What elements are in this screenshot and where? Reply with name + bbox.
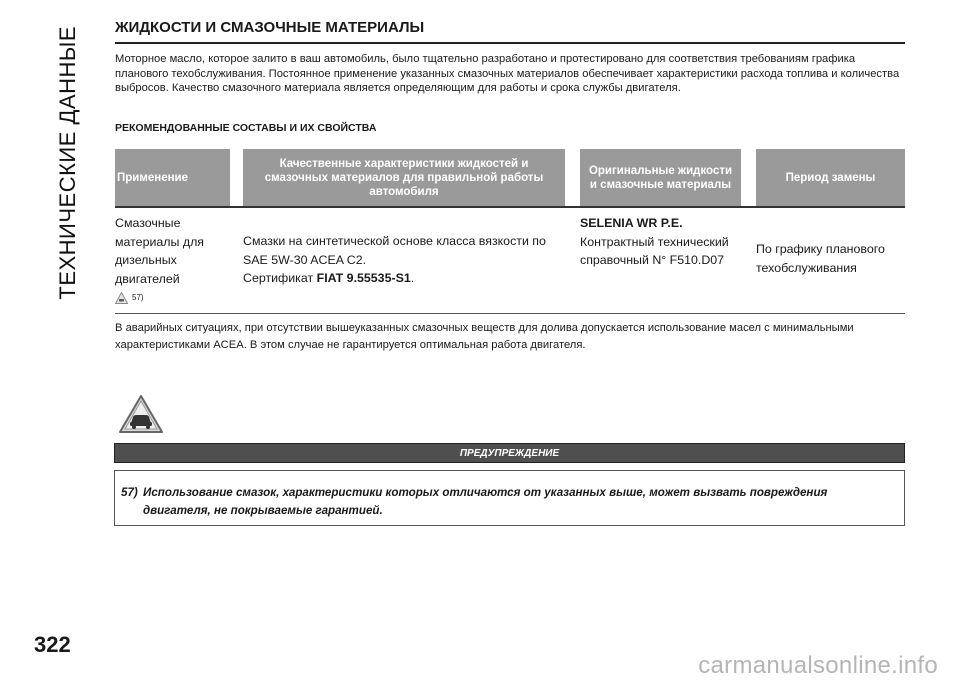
car-warning-small-icon bbox=[115, 292, 128, 304]
spec-text: Смазки на синтетической основе класса вязкости по SAE 5W-30 ACEA C2. bbox=[243, 234, 546, 267]
side-section-title: ТЕХНИЧЕСКИЕ ДАННЫЕ bbox=[55, 25, 80, 300]
warning-number: 57) bbox=[121, 486, 138, 499]
note-reference: 57) bbox=[132, 293, 144, 302]
page-number: 322 bbox=[34, 632, 71, 657]
table-bottom-divider bbox=[115, 313, 905, 314]
cell-application bbox=[115, 214, 235, 308]
warning-box bbox=[114, 470, 905, 526]
header-divider bbox=[115, 206, 905, 208]
car-warning-icon bbox=[118, 394, 164, 434]
application-text: Смазочные материалы для дизельных двигателей bbox=[115, 216, 205, 286]
header-original-fluids: Оригинальные жидкости и смазочные материалы bbox=[580, 149, 741, 206]
warning-title-bar: ПРЕДУПРЕЖДЕНИЕ bbox=[114, 443, 905, 463]
application-note bbox=[115, 289, 235, 308]
product-name: SELENIA WR P.E. bbox=[580, 216, 683, 230]
header-application: Применение bbox=[115, 149, 230, 206]
header-change-period: Период замены bbox=[756, 149, 905, 206]
product-reference: Контрактный технический справочный N° F510.D07 bbox=[580, 234, 729, 267]
table-subheading: РЕКОМЕНДОВАННЫЕ СОСТАВЫ И ИХ СВОЙСТВА bbox=[115, 122, 377, 134]
cell-original-fluids bbox=[580, 214, 745, 270]
certificate-value: FIAT 9.55535-S1 bbox=[316, 271, 411, 285]
intro-paragraph: Моторное масло, которое залито в ваш автомобиль, было тщательно разработано и протестировано для соответствия требованиям графика планового техобслуживания. Постоянное применение указанных смазочных материалов обеспечивает характеристики расхода топлива и количества выбросов. Качество смазочного материала является определяющим для работы и срока службы двигателя. bbox=[115, 53, 900, 94]
header-specification: Качественные характеристики жидкостей и смазочных материалов для правильной работы автомобиля bbox=[243, 149, 565, 206]
cell-change-period: По графику планового техобслуживания bbox=[756, 242, 885, 275]
title-divider bbox=[115, 42, 905, 44]
certificate-line: Сертификат FIAT 9.55535-S1. bbox=[243, 271, 415, 285]
warning-text: Использование смазок, характеристики которых отличаются от указанных выше, может вызвать повреждения двигателя, не покрываемые гарантией. bbox=[143, 486, 828, 517]
page-title: ЖИДКОСТИ И СМАЗОЧНЫЕ МАТЕРИАЛЫ bbox=[115, 19, 425, 36]
footnote-paragraph: В аварийных ситуациях, при отсутствии вышеуказанных смазочных веществ для долива допускается использование масел с минимальными характеристиками ACEA. В этом случае не гарантируется оптимальная работа двигателя. bbox=[115, 322, 854, 351]
watermark: carmanualsonline.info bbox=[698, 652, 938, 679]
cell-specification bbox=[243, 232, 568, 288]
